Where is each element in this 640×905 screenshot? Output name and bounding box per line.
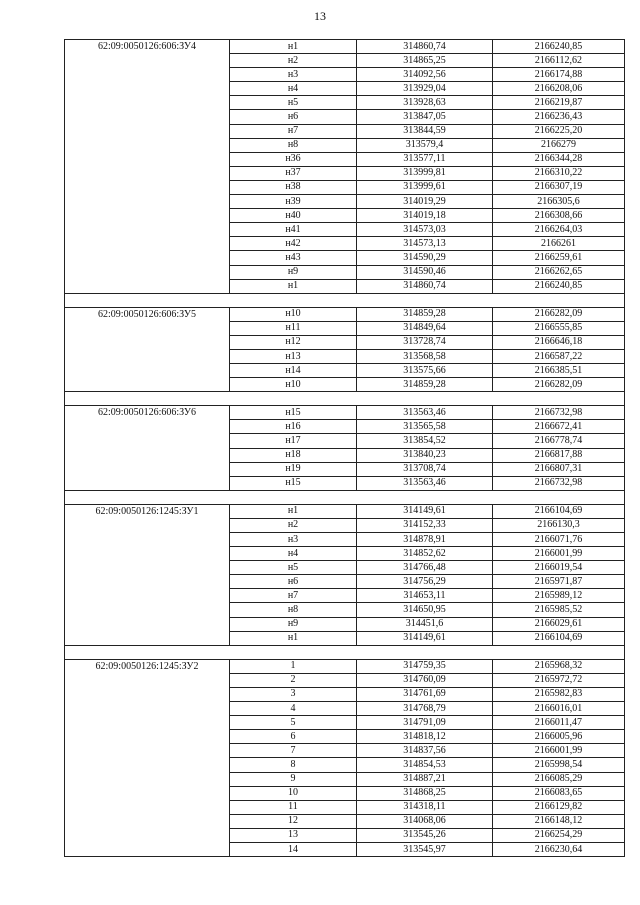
- coordinate-y: 2166307,19: [493, 180, 625, 194]
- point-number: н14: [230, 364, 357, 378]
- coordinate-y: 2166279: [493, 138, 625, 152]
- coordinate-x: 314092,56: [357, 68, 493, 82]
- coordinate-x: 314756,29: [357, 575, 493, 589]
- point-number: н36: [230, 152, 357, 166]
- point-number: 1: [230, 659, 357, 673]
- coordinate-y: 2166587,22: [493, 349, 625, 363]
- point-number: н6: [230, 575, 357, 589]
- coordinate-y: 2166230,64: [493, 842, 625, 856]
- coordinate-x: 314019,18: [357, 209, 493, 223]
- point-number: н9: [230, 617, 357, 631]
- coordinate-x: 314760,09: [357, 673, 493, 687]
- section-separator: [65, 490, 625, 504]
- coordinate-x: 314868,25: [357, 786, 493, 800]
- coordinate-y: 2166029,61: [493, 617, 625, 631]
- coordinate-y: 2166732,98: [493, 406, 625, 420]
- coordinate-x: 314878,91: [357, 533, 493, 547]
- coordinate-y: 2166555,85: [493, 321, 625, 335]
- coordinate-x: 314860,74: [357, 279, 493, 293]
- coordinate-y: 2166129,82: [493, 800, 625, 814]
- coordinate-y: 2166240,85: [493, 279, 625, 293]
- coordinate-y: 2166236,43: [493, 110, 625, 124]
- coordinate-x: 313577,11: [357, 152, 493, 166]
- coordinate-y: 2166104,69: [493, 631, 625, 645]
- coordinate-x: 314860,74: [357, 40, 493, 54]
- point-number: н1: [230, 40, 357, 54]
- coordinate-x: 313928,63: [357, 96, 493, 110]
- coordinate-y: 2166778,74: [493, 434, 625, 448]
- coordinate-y: 2166254,29: [493, 828, 625, 842]
- coordinate-y: 2166001,99: [493, 744, 625, 758]
- table-row: [65, 406, 625, 420]
- point-number: н1: [230, 504, 357, 518]
- coordinate-x: 314451,6: [357, 617, 493, 631]
- point-number: 14: [230, 842, 357, 856]
- coordinate-y: 2166071,76: [493, 533, 625, 547]
- point-number: н10: [230, 378, 357, 392]
- coordinate-x: 314761,69: [357, 687, 493, 701]
- coordinate-x: 314791,09: [357, 716, 493, 730]
- coordinate-y: 2165998,54: [493, 758, 625, 772]
- point-number: 5: [230, 716, 357, 730]
- coordinate-y: 2166085,29: [493, 772, 625, 786]
- table-row: [65, 40, 625, 54]
- point-number: н1: [230, 279, 357, 293]
- coordinate-y: 2166112,62: [493, 54, 625, 68]
- point-number: н42: [230, 237, 357, 251]
- coordinate-y: 2166019,54: [493, 561, 625, 575]
- coordinate-y: 2166104,69: [493, 504, 625, 518]
- coordinate-x: 313854,52: [357, 434, 493, 448]
- coordinate-y: 2165985,52: [493, 603, 625, 617]
- coordinate-y: 2166817,88: [493, 448, 625, 462]
- page-number: 13: [314, 9, 326, 23]
- coordinate-x: 314837,56: [357, 744, 493, 758]
- coordinate-x: 314766,48: [357, 561, 493, 575]
- empty-separator-cell: [65, 392, 625, 406]
- point-number: н7: [230, 124, 357, 138]
- point-number: н40: [230, 209, 357, 223]
- coordinate-y: 2166001,99: [493, 547, 625, 561]
- coordinate-y: 2166305,6: [493, 195, 625, 209]
- point-number: н13: [230, 349, 357, 363]
- coordinate-x: 313929,04: [357, 82, 493, 96]
- coordinate-y: 2166732,98: [493, 476, 625, 490]
- point-number: н1: [230, 631, 357, 645]
- point-number: 3: [230, 687, 357, 701]
- point-number: 9: [230, 772, 357, 786]
- coordinate-y: 2166016,01: [493, 702, 625, 716]
- parcel-cadastral-number: 62:09:0050126:1245:ЗУ1: [65, 504, 230, 645]
- coordinate-y: 2166385,51: [493, 364, 625, 378]
- coordinate-y: 2166005,96: [493, 730, 625, 744]
- coordinate-x: 313563,46: [357, 406, 493, 420]
- coordinate-y: 2166261: [493, 237, 625, 251]
- coordinate-x: 314573,13: [357, 237, 493, 251]
- point-number: 2: [230, 673, 357, 687]
- coordinate-x: 313840,23: [357, 448, 493, 462]
- point-number: н15: [230, 476, 357, 490]
- point-number: н5: [230, 561, 357, 575]
- point-number: 7: [230, 744, 357, 758]
- coordinate-y: 2166344,28: [493, 152, 625, 166]
- coordinate-x: 314590,46: [357, 265, 493, 279]
- point-number: н39: [230, 195, 357, 209]
- coordinate-x: 314759,35: [357, 659, 493, 673]
- table-row: [65, 659, 625, 673]
- coordinate-x: 313565,58: [357, 420, 493, 434]
- point-number: 6: [230, 730, 357, 744]
- coordinate-x: 314573,03: [357, 223, 493, 237]
- point-number: н7: [230, 589, 357, 603]
- coordinate-y: 2166672,41: [493, 420, 625, 434]
- coordinate-y: 2166225,20: [493, 124, 625, 138]
- point-number: н16: [230, 420, 357, 434]
- coordinate-y: 2166208,06: [493, 82, 625, 96]
- coordinate-y: 2166240,85: [493, 40, 625, 54]
- coordinate-x: 314152,33: [357, 518, 493, 532]
- coordinate-x: 313545,26: [357, 828, 493, 842]
- coordinate-x: 313999,61: [357, 180, 493, 194]
- point-number: н8: [230, 138, 357, 152]
- coordinate-y: 2166308,66: [493, 209, 625, 223]
- point-number: н12: [230, 335, 357, 349]
- coordinate-x: 314887,21: [357, 772, 493, 786]
- coordinate-x: 313575,66: [357, 364, 493, 378]
- coordinate-y: 2166310,22: [493, 166, 625, 180]
- point-number: 10: [230, 786, 357, 800]
- coordinate-x: 314818,12: [357, 730, 493, 744]
- point-number: 11: [230, 800, 357, 814]
- parcel-cadastral-number: 62:09:0050126:606:ЗУ6: [65, 406, 230, 491]
- point-number: н15: [230, 406, 357, 420]
- coordinate-x: 314068,06: [357, 814, 493, 828]
- point-number: н43: [230, 251, 357, 265]
- point-number: 4: [230, 702, 357, 716]
- point-number: н3: [230, 533, 357, 547]
- coordinate-x: 314852,62: [357, 547, 493, 561]
- coordinate-x: 314318,11: [357, 800, 493, 814]
- point-number: н3: [230, 68, 357, 82]
- coordinate-y: 2165972,72: [493, 673, 625, 687]
- point-number: 12: [230, 814, 357, 828]
- coordinate-y: 2165968,32: [493, 659, 625, 673]
- point-number: н17: [230, 434, 357, 448]
- empty-separator-cell: [65, 293, 625, 307]
- coordinate-x: 314653,11: [357, 589, 493, 603]
- empty-separator-cell: [65, 645, 625, 659]
- point-number: 8: [230, 758, 357, 772]
- coordinate-y: 2166282,09: [493, 378, 625, 392]
- coordinate-x: 314854,53: [357, 758, 493, 772]
- point-number: н38: [230, 180, 357, 194]
- point-number: н37: [230, 166, 357, 180]
- point-number: н2: [230, 54, 357, 68]
- coordinate-y: 2166282,09: [493, 307, 625, 321]
- coordinate-x: 313728,74: [357, 335, 493, 349]
- coordinate-y: 2165989,12: [493, 589, 625, 603]
- coordinate-x: 314859,28: [357, 307, 493, 321]
- coordinate-x: 314768,79: [357, 702, 493, 716]
- coordinate-x: 314849,64: [357, 321, 493, 335]
- coordinate-x: 314149,61: [357, 504, 493, 518]
- parcel-cadastral-number: 62:09:0050126:606:ЗУ4: [65, 40, 230, 294]
- coordinate-y: 2166262,65: [493, 265, 625, 279]
- coordinate-x: 314650,95: [357, 603, 493, 617]
- point-number: н2: [230, 518, 357, 532]
- point-number: н19: [230, 462, 357, 476]
- coordinate-x: 314149,61: [357, 631, 493, 645]
- point-number: н6: [230, 110, 357, 124]
- coordinate-x: 313708,74: [357, 462, 493, 476]
- coordinate-x: 313563,46: [357, 476, 493, 490]
- parcel-cadastral-number: 62:09:0050126:606:ЗУ5: [65, 307, 230, 392]
- coordinate-x: 313847,05: [357, 110, 493, 124]
- coordinate-y: 2166807,31: [493, 462, 625, 476]
- coordinate-y: 2166646,18: [493, 335, 625, 349]
- section-separator: [65, 645, 625, 659]
- coordinate-y: 2166011,47: [493, 716, 625, 730]
- point-number: н9: [230, 265, 357, 279]
- coordinate-y: 2166219,87: [493, 96, 625, 110]
- coordinate-y: 2166174,88: [493, 68, 625, 82]
- coordinate-x: 313844,59: [357, 124, 493, 138]
- table-row: [65, 504, 625, 518]
- coordinate-x: 313999,81: [357, 166, 493, 180]
- coordinate-x: 314019,29: [357, 195, 493, 209]
- coordinate-y: 2166259,61: [493, 251, 625, 265]
- point-number: 13: [230, 828, 357, 842]
- coordinate-y: 2165982,83: [493, 687, 625, 701]
- coordinate-y: 2166264,03: [493, 223, 625, 237]
- coordinate-x: 313568,58: [357, 349, 493, 363]
- section-separator: [65, 293, 625, 307]
- point-number: н41: [230, 223, 357, 237]
- coordinates-table: [64, 39, 625, 857]
- point-number: н8: [230, 603, 357, 617]
- coordinate-x: 314859,28: [357, 378, 493, 392]
- empty-separator-cell: [65, 490, 625, 504]
- coordinate-y: 2166130,3: [493, 518, 625, 532]
- coordinate-x: 313545,97: [357, 842, 493, 856]
- point-number: н18: [230, 448, 357, 462]
- coordinate-y: 2166148,12: [493, 814, 625, 828]
- section-separator: [65, 392, 625, 406]
- table-row: [65, 307, 625, 321]
- coordinate-x: 314865,25: [357, 54, 493, 68]
- point-number: н5: [230, 96, 357, 110]
- coordinate-y: 2166083,65: [493, 786, 625, 800]
- point-number: н10: [230, 307, 357, 321]
- point-number: н4: [230, 547, 357, 561]
- coordinate-x: 314590,29: [357, 251, 493, 265]
- coordinate-y: 2165971,87: [493, 575, 625, 589]
- point-number: н11: [230, 321, 357, 335]
- parcel-cadastral-number: 62:09:0050126:1245:ЗУ2: [65, 659, 230, 856]
- coordinate-x: 313579,4: [357, 138, 493, 152]
- point-number: н4: [230, 82, 357, 96]
